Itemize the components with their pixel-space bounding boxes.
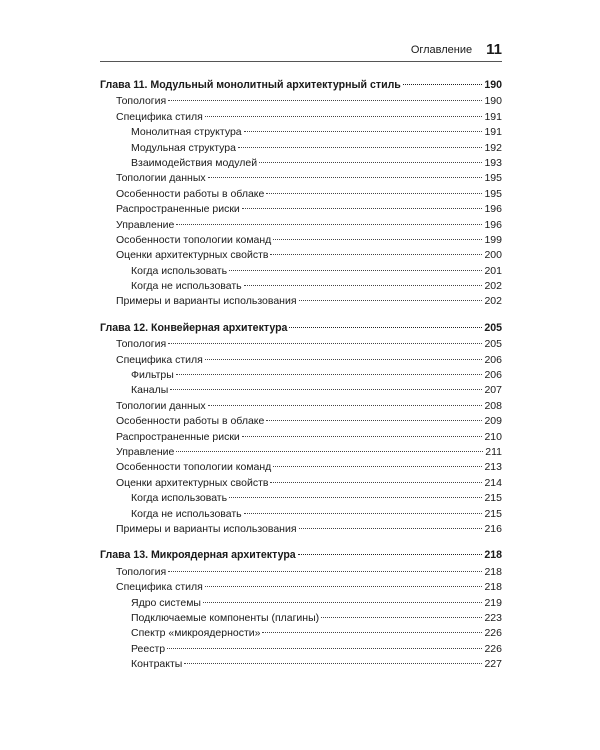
dot-leader [270,482,482,483]
dot-leader [242,436,483,437]
entry-title: Управление [116,445,175,458]
dot-leader [208,405,483,406]
toc-subsection-entry[interactable] [100,264,502,279]
entry-page-number: 214 [484,476,502,489]
entry-title: Управление [116,218,175,231]
entry-title: Особенности топологии команд [116,461,272,474]
toc-section-entry[interactable] [100,460,502,475]
entry-title: Подключаемые компоненты (плагины) [131,611,320,624]
entry-page-number: 190 [484,79,502,91]
entry-page-number: 207 [484,384,502,397]
entry-page-number: 195 [484,172,502,185]
entry-title: Топологии данных [116,172,206,185]
toc-section-entry[interactable] [100,353,502,368]
toc-subsection-entry[interactable] [100,125,502,140]
entry-page-number: 195 [484,187,502,200]
entry-title: Специфика стиля [116,353,203,366]
chapter-heading[interactable] [100,78,502,93]
toc-section-entry[interactable] [100,430,502,445]
dot-leader [205,116,483,117]
running-header [100,37,502,62]
entry-page-number: 201 [484,264,502,277]
toc-section-entry[interactable] [100,476,502,491]
entry-page-number: 209 [484,415,502,428]
dot-leader [168,100,482,101]
entry-title: Когда использовать [131,264,228,277]
entry-title: Ядро системы [131,596,201,609]
chapter-block [100,78,502,310]
dot-leader [266,193,482,194]
entry-title: Специфика стиля [116,581,203,594]
toc-section-entry[interactable] [100,399,502,414]
dot-leader [299,528,483,529]
toc-section-entry[interactable] [100,187,502,202]
dot-leader [229,497,482,498]
entry-title: Глава 11. Модульный монолитный архитектурный стиль [100,79,401,91]
toc-subsection-entry[interactable] [100,279,502,294]
toc-section-entry[interactable] [100,414,502,429]
entry-page-number: 196 [484,218,502,231]
toc-subsection-entry[interactable] [100,507,502,522]
entry-page-number: 211 [485,445,502,458]
dot-leader [299,300,483,301]
toc-subsection-entry[interactable] [100,368,502,383]
toc-subsection-entry[interactable] [100,491,502,506]
entry-page-number: 192 [484,141,502,154]
dot-leader [208,177,483,178]
dot-leader [168,343,482,344]
entry-title: Примеры и варианты использования [116,295,297,308]
entry-page-number: 223 [484,611,502,624]
entry-title: Спектр «микроядерности» [131,627,261,640]
dot-leader [273,239,482,240]
entry-page-number: 205 [484,338,502,351]
toc-section-entry[interactable] [100,445,502,460]
toc-section-entry[interactable] [100,233,502,248]
dot-leader [403,84,482,85]
entry-title: Когда не использовать [131,280,242,293]
dot-leader [321,617,482,618]
dot-leader [176,451,483,452]
entry-title: Оценки архитектурных свойств [116,249,269,262]
entry-title: Топология [116,95,167,108]
entry-page-number: 206 [484,369,502,382]
toc-subsection-entry[interactable] [100,141,502,156]
chapter-block [100,548,502,672]
toc-subsection-entry[interactable] [100,383,502,398]
header-page-number: 11 [486,41,502,58]
dot-leader [205,586,483,587]
entry-title: Модульная структура [131,141,236,154]
dot-leader [205,359,483,360]
toc-section-entry[interactable] [100,580,502,595]
dot-leader [168,571,482,572]
entry-title: Глава 13. Микроядерная архитектура [100,549,296,562]
entry-page-number: 216 [484,522,502,535]
toc-section-entry[interactable] [100,248,502,263]
dot-leader [244,285,483,286]
toc-subsection-entry[interactable] [100,657,502,672]
chapter-heading[interactable] [100,321,502,336]
entry-page-number: 213 [484,461,502,474]
entry-page-number: 208 [484,399,502,412]
dot-leader [262,632,482,633]
dot-leader [167,648,482,649]
entry-page-number: 205 [484,321,502,334]
entry-page-number: 206 [484,353,502,366]
entry-title: Топология [116,565,167,578]
entry-page-number: 215 [484,492,502,505]
entry-title: Когда не использовать [131,507,242,520]
entry-page-number: 219 [484,596,502,609]
entry-title: Реестр [131,642,166,655]
entry-page-number: 196 [484,203,502,216]
toc-subsection-entry[interactable] [100,611,502,626]
entry-page-number: 226 [484,627,502,640]
entry-page-number: 226 [484,642,502,655]
entry-title: Взаимодействия модулей [131,156,258,169]
entry-title: Специфика стиля [116,110,203,123]
dot-leader [176,224,482,225]
toc-section-entry[interactable] [100,110,502,125]
entry-page-number: 202 [484,280,502,293]
entry-title: Особенности работы в облаке [116,187,265,200]
toc-section-entry[interactable] [100,294,502,309]
entry-page-number: 191 [484,126,502,139]
toc-section-entry[interactable] [100,94,502,109]
dot-leader [184,663,482,664]
entry-page-number: 227 [484,658,502,671]
entry-title: Каналы [131,384,169,397]
entry-title: Особенности работы в облаке [116,415,265,428]
entry-title: Когда использовать [131,492,228,505]
entry-page-number: 218 [484,581,502,594]
entry-title: Топология [116,338,167,351]
entry-page-number: 215 [484,507,502,520]
toc-section-entry[interactable] [100,337,502,352]
entry-title: Топологии данных [116,399,206,412]
entry-title: Монолитная структура [131,126,242,139]
entry-title: Глава 12. Конвейерная архитектура [100,321,288,334]
entry-page-number: 202 [484,295,502,308]
toc-section-entry[interactable] [100,171,502,186]
dot-leader [170,389,482,390]
entry-page-number: 190 [484,95,502,108]
dot-leader [244,131,483,132]
header-section-title: Оглавление [410,44,473,56]
toc-section-entry[interactable] [100,218,502,233]
entry-page-number: 191 [484,110,502,123]
dot-leader [298,554,483,555]
dot-leader [259,162,482,163]
entry-page-number: 200 [484,249,502,262]
dot-leader [289,327,482,328]
entry-title: Примеры и варианты использования [116,522,297,535]
entry-title: Фильтры [131,369,174,382]
dot-leader [242,208,483,209]
toc-subsection-entry[interactable] [100,596,502,611]
dot-leader [203,602,483,603]
toc-section-entry[interactable] [100,565,502,580]
dot-leader [273,466,482,467]
entry-page-number: 199 [484,233,502,246]
dot-leader [244,513,483,514]
toc-subsection-entry[interactable] [100,156,502,171]
entry-title: Распространенные риски [116,430,240,443]
dot-leader [176,374,483,375]
entry-title: Контракты [131,658,183,671]
entry-title: Оценки архитектурных свойств [116,476,269,489]
dot-leader [270,254,482,255]
entry-page-number: 193 [484,156,502,169]
toc-subsection-entry[interactable] [100,626,502,641]
dot-leader [266,420,482,421]
chapter-heading[interactable] [100,548,502,563]
toc-section-entry[interactable] [100,522,502,537]
toc-subsection-entry[interactable] [100,642,502,657]
table-of-contents [100,78,502,683]
entry-title: Особенности топологии команд [116,233,272,246]
entry-page-number: 218 [484,565,502,578]
dot-leader [238,147,483,148]
entry-page-number: 210 [484,430,502,443]
dot-leader [229,270,482,271]
entry-page-number: 218 [484,549,502,562]
entry-title: Распространенные риски [116,203,240,216]
chapter-block [100,321,502,537]
toc-section-entry[interactable] [100,202,502,217]
